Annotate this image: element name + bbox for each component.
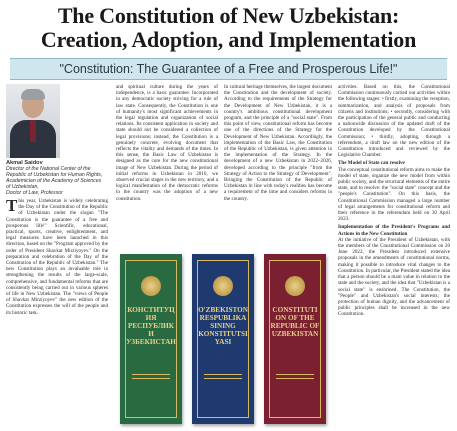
constitution-book-english [264, 254, 326, 424]
slogan-banner: "Constitution: The Guarantee of a Free and Prosperous Life!" [10, 58, 447, 80]
constitution-book-russian [120, 254, 182, 424]
title-line-1: The Constitution of New Uzbekistan: [57, 3, 400, 28]
book-title: O'ZBEKISTON RESPUBLIKASINING KONSTITUTSIYASI [198, 306, 248, 346]
drop-cap: T [6, 198, 18, 215]
column-2 [116, 84, 218, 234]
constitution-books-image [118, 246, 332, 428]
column-4-heading-2: Implementation of the President's Programs and Actions in the New Constitution [338, 224, 450, 237]
author-degree: Doctor of Law, Professor [6, 190, 63, 196]
column-4-para-2: At the initiative of the President of Uzbekistan, with the members of the Constitutional Commission on 20 June 2022, the President introduced extensive proposals in the amendments of constitutional norms, making it possible to introduce vital changes to the Constitution. In particular, the President stated the idea that a person should be a main value in relation to the state and the society, and the idea that "Uzbekistan is a social state" is enshrined. The Constitution, the "People" and Uzbekistan's social interests; the protection of human dignity, and the advancement of public principles shall be increased in the new Constitution. [338, 236, 450, 318]
author-caption [6, 160, 106, 196]
column-3-text: In cultural heritage themselves, the largest document the Constitution and the development of society. According to the requirements of the Strategy for the Development of New Uzbekistan, it is a country's ambitious constitutional development program, and the principle of a "social state". From this point of view, constitutional reform has become one of the directions of the Strategy for the Development of New Uzbekistan. Accordingly, the implementation of the Basic Law, the Constitution of the Republic of Uzbekistan, is given attention in the implementation of the Strategy. In the development of a new Uzbekistan in 2022–2026, developed according to the principle "from the Strategy of Action to the Strategy of Development". Bringing the Constitution of the Republic of Uzbekistan in line with today's realities has become a requirement of the time and considers reforms in the country. [224, 84, 332, 202]
book-title: КОНСТИТУЦИЯ РЕСПУБЛИКИ УЗБЕКИСТАН [126, 306, 176, 346]
emblem-icon [285, 276, 305, 296]
column-2-text: and spiritual culture during the years of independence, is a basic guarantee. Incorporated in any democratic society striving for a rule of law state. Consequently, the Constitution is one of humanity's most significant achievements in the legal regulation and organization of social relations. Its consistent application in society and state should not be considered a collection of legal provisions; instead, the Constitution is a genuinely concrete, evolving document that reflects the vitality and demands of the times. In this sense, the Basic Law of Uzbekistan is designed as the core for the new constitutional image of New Uzbekistan. During the period of initial reforms in Uzbekistan in 2016, we observed crucial stages in the new territory, and a logical manifestation of the democratic reforms in the country was the adoption of a new constitution. [116, 84, 218, 202]
tie-shape [30, 120, 36, 142]
emblem-icon [213, 276, 233, 296]
column-3 [224, 84, 332, 234]
title-line-2: Creation, Adoption, and Implementation [40, 27, 417, 52]
author-role: Director of the National Center of the Republic of Uzbekistan for Human Rights, Academician of the Academy of Sciences of Uzbekistan, [6, 166, 103, 190]
column-1-text: his year, Uzbekistan is widely celebrating the Day of the Constitution of the Republic of Uzbekistan under the slogan "The Constitution is the guarantee of a free and prosperous life!" Scientific, educational, practical, sports, creative, enlightenment, and legal measures have been launched in this direction, based on the "Program approved by the order of President Shavkat Mirziyoyev." On the preparation and celebration of the Day of the Constitution of the Republic of Uzbekistan." The new Constitution plays an invaluable role in strengthening the results of the large-scale, comprehensive, and fundamental reforms that are consistently being carried out in various spheres of life in New Uzbekistan. The "views of People of Shavkat Mirziyoyev" the new edition of the Constitution expresses the will of the people and its historic task. [6, 198, 108, 316]
hair-shape [21, 89, 45, 100]
column-4-text: activities. Based on this, the Constitutional Commission continuously carried out activities within the following stages: • firstly, examining the reception, summarization, and analysis of proposals from citizens and institutions; • secondly, considering with the participation of the general public and conducting a nationwide discussion of the updated draft of the Constitution developed by the Constitutional Commission; • thirdly, adopting, through a referendum, a draft law on the new edition of the Constitution introduced and reviewed by the Legislative Chamber. [338, 84, 450, 159]
author-name: Akmal Saidov [6, 160, 43, 166]
column-1 [6, 198, 108, 428]
emblem-icon [141, 276, 161, 296]
column-4 [338, 84, 450, 428]
article-title [0, 4, 457, 52]
column-4-heading-1: The Model of State can resolve [338, 160, 405, 167]
author-photo [6, 84, 60, 158]
book-title: CONSTITUTION OF THE REPUBLIC OF UZBEKISTAN [270, 306, 320, 338]
column-4-para-1: The conceptual constitutional reform aims to make the model of state, organize the new model from within public society, and the structural elements of the entire state, and to resolve: the "social state" concept and the "people's Constitution". On this basis, the Constitutional Commission managed a large number of legal arrangements for constitutional reform and their reference in the referendum held on 30 April 2023. [338, 166, 450, 223]
constitution-book-uzbek [192, 254, 254, 424]
